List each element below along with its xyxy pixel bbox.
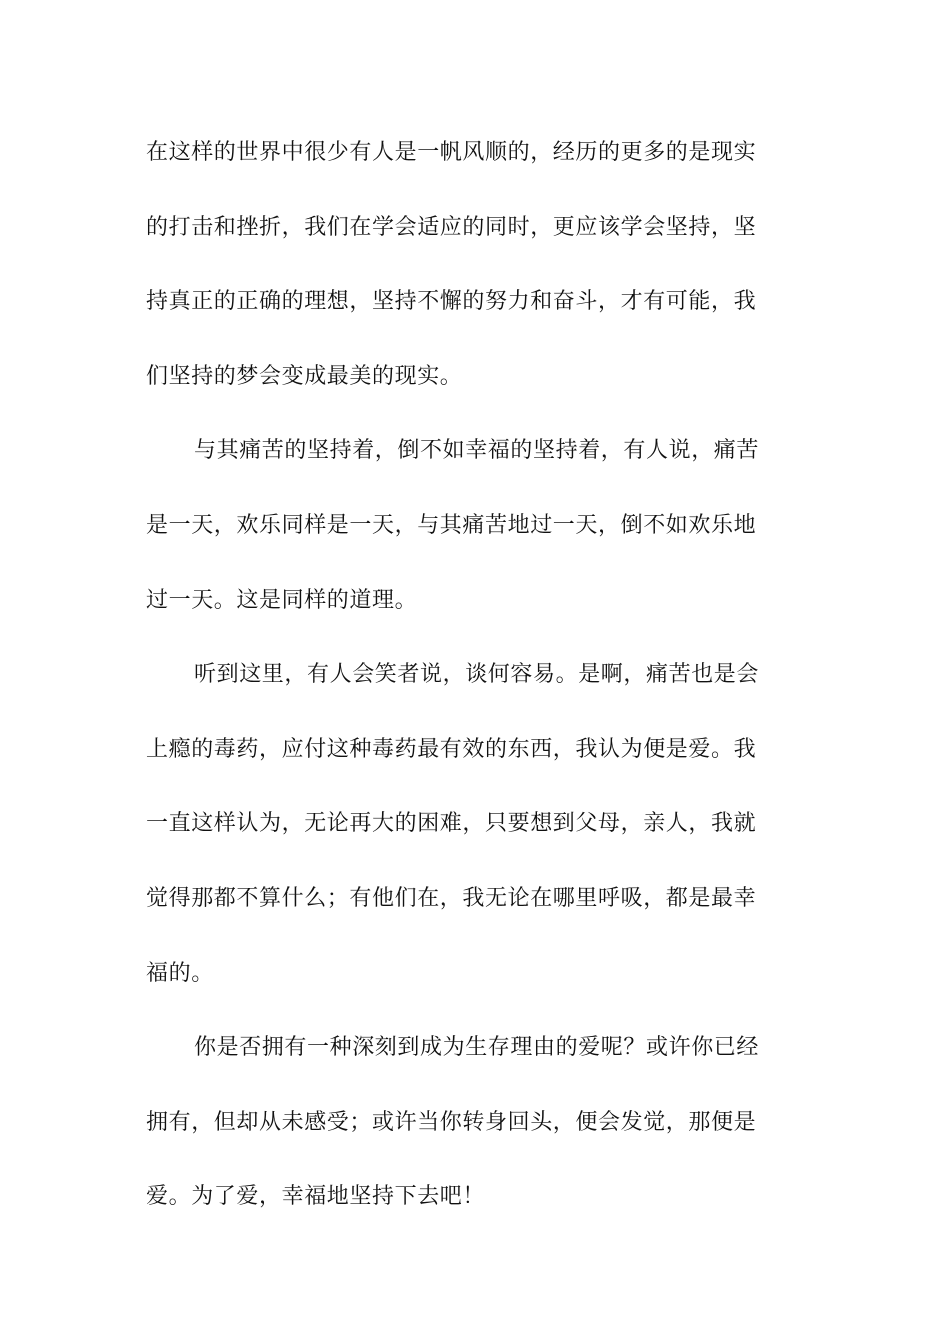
text-line: 在这样的世界中很少有人是一帆风顺的，经历的更多的是现实 (146, 140, 757, 165)
text-line: 持真正的正确的理想，坚持不懈的努力和奋斗，才有可能，我 (146, 289, 757, 315)
text-line: 们坚持的梦会变成最美的现实。 (146, 363, 463, 389)
paragraph-3 (146, 638, 816, 1011)
text-line: 的打击和挫折，我们在学会适应的同时，更应该学会坚持，坚 (146, 214, 757, 240)
text-line: 是一天，欢乐同样是一天，与其痛苦地过一天，倒不如欢乐地 (146, 512, 757, 538)
text-line-indented: 听到这里，有人会笑者说，谈何容易。是啊，痛苦也是会 (194, 662, 760, 688)
paragraph-2 (146, 414, 816, 638)
text-line: 爱。为了爱，幸福地坚持下去吧！ (146, 1184, 486, 1210)
document-body (146, 116, 816, 1235)
text-line: 觉得那都不算什么；有他们在，我无论在哪里呼吸，都是最幸 (146, 885, 757, 911)
text-line-indented: 你是否拥有一种深刻到成为生存理由的爱呢？或许你已经 (194, 1035, 760, 1061)
text-line: 上瘾的毒药，应付这种毒药最有效的东西，我认为便是爱。我 (146, 736, 757, 762)
text-line: 拥有，但却从未感受；或许当你转身回头，便会发觉，那便是 (146, 1109, 757, 1135)
text-line-indented: 与其痛苦的坚持着，倒不如幸福的坚持着，有人说，痛苦 (194, 438, 760, 464)
text-line: 一直这样认为，无论再大的困难，只要想到父母，亲人，我就 (146, 811, 757, 837)
text-line: 过一天。这是同样的道理。 (146, 587, 418, 613)
paragraph-1 (146, 116, 816, 414)
paragraph-4 (146, 1011, 816, 1235)
text-line: 福的。 (146, 960, 214, 986)
